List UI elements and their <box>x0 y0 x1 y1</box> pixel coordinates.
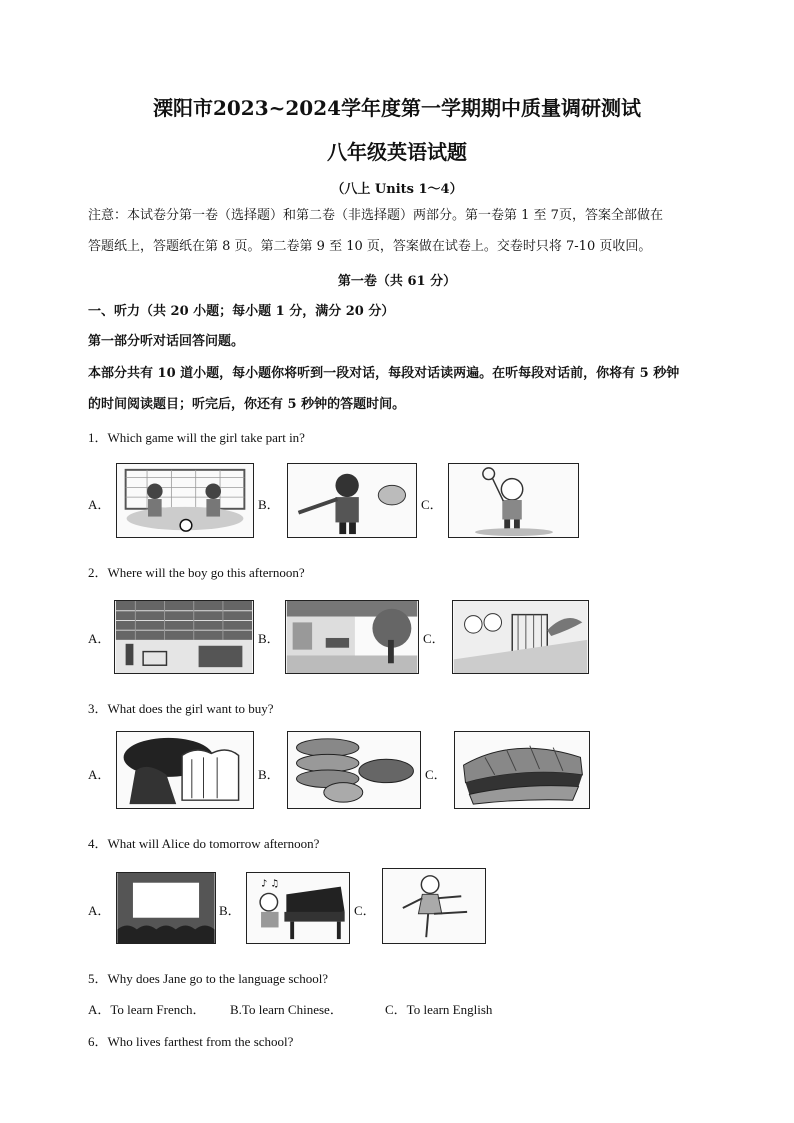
volume-heading: 第一卷（共 61 分） <box>337 274 457 289</box>
option-b-label: B． <box>258 631 280 646</box>
option-b-label: B． <box>219 903 241 918</box>
exam-title: 溧阳市2023~2024学年度第一学期期中质量调研测试 <box>152 96 642 120</box>
option-c-text: C．To learn English <box>385 1002 493 1017</box>
question-5: 5．Why does Jane go to the language school? <box>88 971 329 986</box>
football-picture <box>116 463 254 538</box>
cafe-picture <box>285 600 419 674</box>
option-c-label: C． <box>425 767 447 782</box>
notice-line-1: 注意：本试卷分第一卷（选择题）和第二卷（非选择题）两部分。第一卷第 1 至 7页，答案全部做在 <box>88 208 663 223</box>
svg-text:♪ ♫: ♪ ♫ <box>261 878 280 890</box>
option-b-text: B.To learn Chinese． <box>230 1002 343 1017</box>
option-a-label: A． <box>88 631 111 646</box>
units-range: （八上 Units 1～4） <box>331 182 463 197</box>
option-b-label: B． <box>258 767 280 782</box>
cookies-picture <box>287 731 421 809</box>
sandwich-picture <box>454 731 590 809</box>
question-1: 1．Which game will the girl take part in? <box>88 430 305 445</box>
section-heading: 一、听力（共 20 小题；每小题 1 分，满分 20 分） <box>88 304 395 319</box>
badminton-picture <box>448 463 579 538</box>
instruction-line-2: 的时间阅读题目；听完后，你还有 5 秒钟的答题时间。 <box>88 397 406 412</box>
instruction-line-1: 本部分共有 10 道小题，每小题你将听到一段对话，每段对话读两遍。在听每段对话前，你将有 5 秒钟 <box>88 366 680 381</box>
zoo-picture <box>452 600 589 674</box>
notice-line-2: 答题纸上，答题纸在第 8 页。第二卷第 9 至 10 页，答案做在试卷上。交卷时只将 7-10 页收回。 <box>88 239 652 254</box>
option-a-text: A．To learn French． <box>88 1002 206 1017</box>
option-a-label: A． <box>88 497 111 512</box>
option-c-label: C． <box>421 497 443 512</box>
option-a-label: A． <box>88 903 111 918</box>
option-a-label: A． <box>88 767 111 782</box>
option-c-label: C． <box>423 631 445 646</box>
baseball-picture <box>287 463 417 538</box>
part-heading: 第一部分听对话回答问题。 <box>88 334 245 349</box>
option-b-label: B． <box>258 497 280 512</box>
question-6: 6．Who lives farthest from the school? <box>88 1034 294 1049</box>
question-3: 3．What does the girl want to buy? <box>88 701 274 716</box>
option-c-label: C． <box>354 903 376 918</box>
question-4: 4．What will Alice do tomorrow afternoon? <box>88 836 320 851</box>
cinema-picture <box>116 872 216 944</box>
exam-subtitle: 八年级英语试题 <box>327 140 467 164</box>
piano-picture <box>246 872 350 944</box>
dance-picture <box>382 868 486 944</box>
supermarket-picture <box>114 600 254 674</box>
bread-picture <box>116 731 254 809</box>
question-2: 2．Where will the boy go this afternoon? <box>88 565 305 580</box>
